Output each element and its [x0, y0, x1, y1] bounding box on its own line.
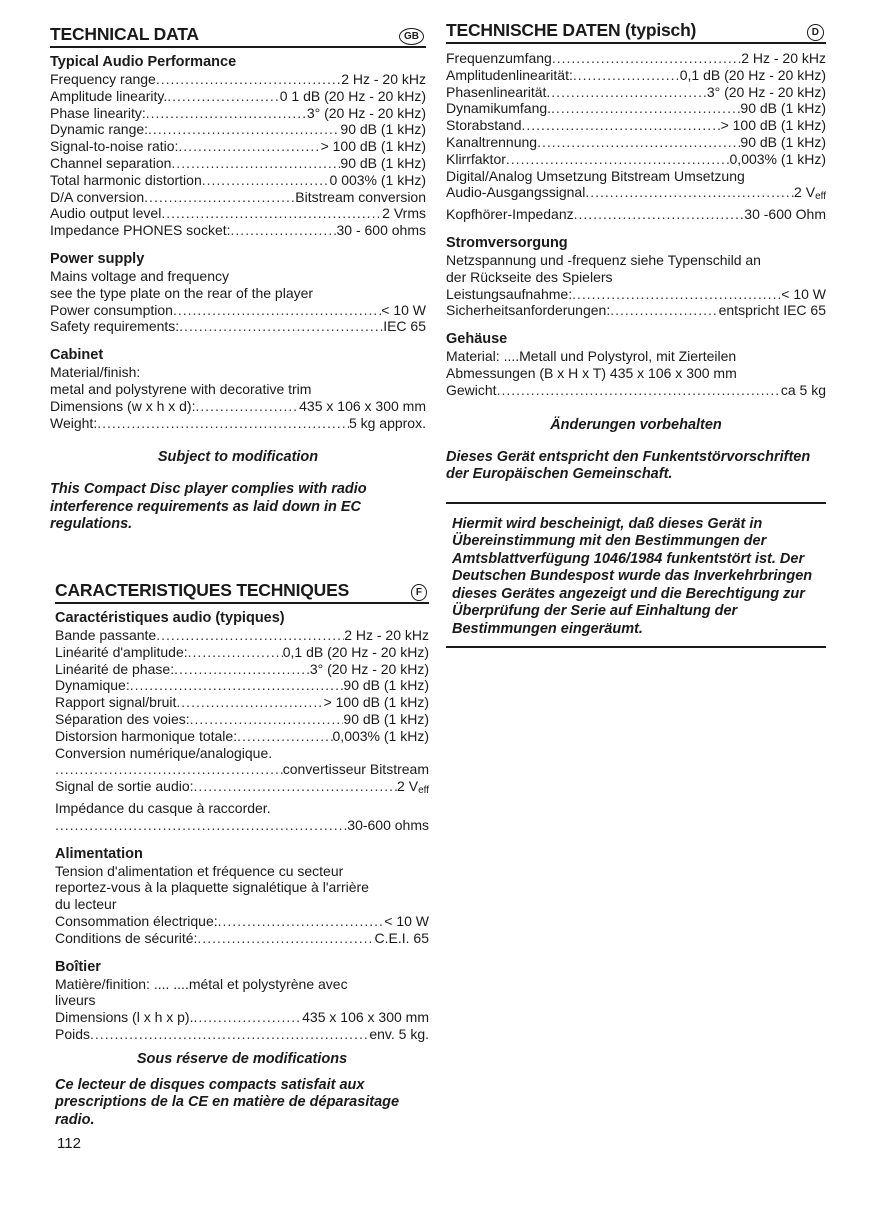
spec-value: 0 1 dB (20 Hz - 20 kHz) — [279, 87, 426, 104]
leader-dots — [167, 88, 279, 105]
leader-dots — [156, 71, 341, 88]
spec-value: < 10 W — [381, 301, 426, 318]
leader-dots — [178, 138, 320, 155]
leader-dots — [174, 661, 310, 678]
spec-label: Poids — [55, 1025, 91, 1042]
english-audio-list — [50, 71, 426, 239]
text-line: du lecteur — [55, 896, 117, 913]
leader-dots — [156, 627, 344, 644]
value-main: 2 V — [794, 184, 816, 201]
spec-row — [55, 913, 429, 930]
french-compliance-note: Ce lecteur de disques compacts satisfait aux prescriptions de la CE en matière de déparasitage radio. — [55, 1076, 400, 1128]
leader-dots — [573, 67, 680, 84]
spec-value: 2 Hz - 20 kHz — [341, 71, 426, 87]
spec-label: Dynamique: — [55, 677, 130, 694]
spec-label: Dynamic range: — [50, 121, 149, 138]
spec-row — [446, 206, 826, 223]
english-section — [50, 24, 426, 534]
spec-row — [55, 677, 429, 694]
leader-dots — [130, 677, 344, 694]
spec-value: 3° (20 Hz - 20 kHz) — [306, 104, 426, 121]
spec-row — [55, 661, 429, 678]
spec-label: Leistungsaufnahme: — [446, 285, 573, 302]
leader-dots — [193, 1009, 302, 1026]
spec-label: Gewicht — [446, 381, 497, 398]
spec-label: Audio output level — [50, 205, 162, 222]
spec-label: Channel separation — [50, 154, 172, 171]
leader-dots — [197, 930, 374, 947]
spec-label: Sicherheitsanforderungen: — [446, 302, 611, 319]
spec-label: Signal-to-noise ratio: — [50, 138, 179, 155]
spec-row — [446, 184, 826, 206]
spec-row — [50, 138, 426, 155]
spec-row — [50, 88, 426, 105]
leader-dots — [202, 172, 330, 189]
spec-value: 90 dB (1 kHz) — [343, 710, 429, 727]
german-power-heading: Stromversorgung — [446, 234, 568, 251]
spec-row — [50, 205, 426, 222]
spec-label: Frequency range — [50, 71, 156, 87]
spec-value: IEC 65 — [383, 318, 426, 335]
gb-badge-icon: GB — [399, 28, 424, 45]
leader-dots — [146, 105, 307, 122]
english-cabinet-heading: Cabinet — [50, 347, 104, 364]
spec-value: env. 5 kg. — [369, 1025, 429, 1042]
leader-dots — [55, 817, 347, 834]
leader-dots — [176, 694, 323, 711]
spec-value: entspricht IEC 65 — [718, 302, 826, 319]
spec-row — [50, 398, 426, 415]
spec-label: Frequenzumfang — [446, 50, 552, 66]
spec-value: 30 -600 Ohm — [744, 206, 826, 223]
german-compliance-note: Dieses Gerät entspricht den Funkentstörvorschriften der Europäischen Gemeinschaft. — [446, 448, 811, 483]
spec-row — [55, 644, 429, 661]
german-header — [446, 20, 826, 44]
spec-row — [446, 151, 826, 168]
leader-dots — [551, 100, 740, 117]
spec-value: 3° (20 Hz - 20 kHz) — [706, 83, 826, 100]
english-subject-note: Subject to modification — [157, 449, 319, 466]
leader-dots — [585, 184, 794, 206]
spec-label: Signal de sortie audio: — [55, 778, 194, 795]
spec-row — [50, 302, 426, 319]
leader-dots — [161, 205, 382, 222]
leader-dots — [148, 121, 340, 138]
spec-value: ca 5 kg — [780, 381, 826, 398]
french-header — [55, 580, 429, 604]
value-subscript: eff — [418, 785, 429, 797]
french-audio-heading: Caractéristiques audio (typiques) — [55, 610, 285, 626]
spec-row — [55, 711, 429, 728]
spec-row — [446, 134, 826, 151]
text-line: Netzspannung und -frequenz siehe Typenschild an — [446, 251, 761, 268]
text-line: metal and polystyrene with decorative trim — [50, 380, 312, 397]
french-power-heading: Alimentation — [55, 845, 143, 862]
spec-label: Dynamikumfang. — [446, 100, 552, 117]
spec-label: Phasenlinearität — [446, 83, 547, 100]
leader-dots — [231, 222, 337, 239]
spec-row — [446, 117, 826, 134]
spec-label: Impedance PHONES socket: — [50, 222, 231, 239]
spec-row — [50, 189, 426, 206]
spec-row — [55, 627, 429, 644]
spec-value: 90 dB (1 kHz) — [343, 677, 429, 694]
spec-row — [50, 172, 426, 189]
spec-label: Klirrfaktor — [446, 150, 506, 167]
spec-row — [50, 415, 426, 432]
spec-value: 30-600 ohms — [347, 816, 429, 833]
d-badge-icon: D — [807, 24, 824, 41]
value-main: 2 V — [397, 778, 419, 795]
spec-label: Power consumption — [50, 301, 173, 318]
spec-value: 90 dB (1 kHz) — [340, 121, 426, 138]
spec-label: Amplitude linearity. — [50, 87, 168, 104]
spec-row — [50, 105, 426, 122]
english-audio-heading: Typical Audio Performance — [50, 54, 237, 70]
german-declaration: Hiermit wird bescheinigt, daß dieses Gerät in Übereinstimmung mit den Bestimmungen der Amtsblattverfügung 1046/1984 funkentstört ist. Der Deutschen Bundespost wurde das Inverkehrbringen dieses Gerätes angezeigt und die Berechtigung zur Überprüfung der Serie auf Einhaltung der Bestimmungen eingeräumt. — [446, 502, 826, 649]
leader-dots — [537, 134, 740, 151]
leader-dots — [144, 189, 295, 206]
text-line: Conversion numérique/analogique. — [55, 744, 273, 761]
spec-row — [55, 694, 429, 711]
spec-label: D/A conversion — [50, 188, 145, 205]
spec-label: Total harmonic distortion — [50, 171, 202, 188]
spec-value: < 10 W — [384, 912, 429, 929]
spec-value: 90 dB (1 kHz) — [740, 133, 826, 150]
spec-value: > 100 dB (1 kHz) — [323, 694, 429, 711]
spec-value: convertisseur Bitstream — [282, 761, 429, 778]
leader-dots — [194, 778, 398, 800]
spec-label: Séparation des voies: — [55, 710, 190, 727]
leader-dots — [237, 728, 332, 745]
spec-row — [50, 71, 426, 88]
french-section — [55, 580, 429, 1129]
english-title: TECHNICAL DATA — [50, 24, 199, 44]
german-section — [446, 20, 826, 648]
spec-label: Bande passante — [55, 627, 157, 643]
spec-row — [446, 84, 826, 101]
spec-row — [55, 1026, 429, 1043]
leader-dots — [190, 711, 344, 728]
spec-row — [55, 817, 429, 834]
spec-row — [446, 302, 826, 319]
french-subject-note: Sous réserve de modifications — [136, 1050, 348, 1067]
leader-dots — [506, 151, 730, 168]
leader-dots — [188, 644, 283, 661]
leader-dots — [574, 206, 745, 223]
spec-value: > 100 dB (1 kHz) — [720, 117, 826, 134]
spec-label: Dimensions (w x h x d): — [50, 397, 196, 414]
spec-row — [55, 778, 429, 800]
value-subscript: eff — [815, 191, 826, 203]
spec-row — [55, 728, 429, 745]
text-line: Material: ....Metall und Polystyrol, mit Zierteilen — [446, 348, 737, 365]
spec-row — [446, 67, 826, 84]
leader-dots — [546, 84, 706, 101]
leader-dots — [497, 382, 781, 399]
leader-dots — [552, 50, 741, 67]
english-compliance-note: This Compact Disc player complies with radio interference requirements as laid down in EC regulations. — [50, 481, 367, 533]
german-subject-note: Änderungen vorbehalten — [550, 416, 722, 433]
english-power-heading: Power supply — [50, 250, 145, 267]
spec-value: 2 Vrms — [382, 205, 426, 222]
spec-value: 0,003% (1 kHz) — [332, 727, 429, 744]
text-line: Material/finish: — [50, 364, 141, 381]
spec-label: Audio-Ausgangssignal — [446, 184, 586, 201]
text-line: Impédance du casque à raccorder. — [55, 799, 271, 816]
spec-row — [50, 222, 426, 239]
spec-row — [50, 155, 426, 172]
french-cabinet-heading: Boîtier — [55, 958, 101, 975]
spec-value — [794, 184, 826, 206]
leader-dots — [179, 318, 383, 335]
leader-dots — [97, 415, 349, 432]
text-line: see the type plate on the rear of the player — [50, 284, 314, 301]
english-header — [50, 24, 426, 48]
f-badge-icon: F — [411, 584, 427, 601]
spec-label: Phase linearity: — [50, 104, 146, 121]
spec-row — [50, 318, 426, 335]
spec-row — [50, 121, 426, 138]
spec-value: 2 Hz - 20 kHz — [741, 50, 826, 66]
text-line: Tension d'alimentation et fréquence cu secteur — [55, 862, 344, 879]
spec-value: C.E.I. 65 — [374, 929, 429, 946]
leader-dots — [610, 302, 718, 319]
text-line: Abmessungen (B x H x T) 435 x 106 x 300 mm — [446, 364, 737, 381]
spec-value: 0,1 dB (20 Hz - 20 kHz) — [679, 66, 826, 83]
spec-value: 5 kg approx. — [348, 414, 426, 431]
spec-value: 435 x 106 x 300 mm — [302, 1009, 429, 1026]
text-line: Digital/Analog Umsetzung Bitstream Umsetzung — [446, 167, 745, 184]
spec-row — [446, 100, 826, 117]
leader-dots — [195, 398, 299, 415]
text-line: liveurs — [55, 992, 96, 1009]
spec-value: 90 dB (1 kHz) — [740, 100, 826, 117]
spec-label: Dimensions (l x h x p). — [55, 1009, 194, 1026]
spec-row — [55, 1009, 429, 1026]
spec-label: Kopfhörer-Impedanz — [446, 206, 574, 223]
leader-dots — [55, 761, 283, 778]
spec-value: 0,003% (1 kHz) — [729, 150, 826, 167]
spec-row — [55, 930, 429, 947]
german-title: TECHNISCHE DATEN (typisch) — [446, 20, 697, 40]
page-number: 112 — [57, 1135, 81, 1152]
leader-dots — [90, 1026, 369, 1043]
spec-row — [55, 761, 429, 778]
spec-value: 0 003% (1 kHz) — [329, 171, 426, 188]
spec-value — [397, 778, 429, 800]
spec-label: Weight: — [50, 414, 98, 431]
spec-label: Storabstand — [446, 117, 522, 134]
spec-label: Linéarité d'amplitude: — [55, 643, 188, 660]
text-line: reportez-vous à la plaquette signalétique à l'arrière — [55, 879, 369, 896]
spec-label: Rapport signal/bruit — [55, 694, 177, 711]
leader-dots — [218, 913, 385, 930]
spec-value: 3° (20 Hz - 20 kHz) — [309, 660, 429, 677]
spec-row — [446, 382, 826, 399]
spec-value: 2 Hz - 20 kHz — [344, 627, 429, 643]
german-housing-heading: Gehäuse — [446, 331, 508, 348]
text-line: Mains voltage and frequency — [50, 267, 229, 284]
spec-label: Distorsion harmonique totale: — [55, 727, 238, 744]
spec-row — [446, 50, 826, 67]
spec-label: Kanaltrennung — [446, 133, 538, 150]
spec-value: 435 x 106 x 300 mm — [299, 397, 426, 414]
spec-label: Linéarité de phase: — [55, 660, 175, 677]
spec-value: 0,1 dB (20 Hz - 20 kHz) — [282, 643, 429, 660]
leader-dots — [522, 117, 721, 134]
spec-row — [446, 286, 826, 303]
text-line: der Rückseite des Spielers — [446, 268, 613, 285]
spec-label: Amplitudenlinearität: — [446, 66, 573, 83]
text-line: Matière/finition: .... ....métal et polystyrène avec — [55, 975, 348, 992]
leader-dots — [171, 155, 340, 172]
leader-dots — [173, 302, 381, 319]
spec-label: Consommation électrique: — [55, 912, 218, 929]
spec-value: Bitstream conversion — [295, 188, 426, 205]
spec-label: Safety requirements: — [50, 318, 180, 335]
leader-dots — [572, 286, 781, 303]
spec-value: 30 - 600 ohms — [336, 222, 426, 239]
spec-value: 90 dB (1 kHz) — [340, 154, 426, 171]
spec-value: > 100 dB (1 kHz) — [320, 138, 426, 155]
french-title: CARACTERISTIQUES TECHNIQUES — [55, 580, 350, 600]
spec-label: Conditions de sécurité: — [55, 929, 198, 946]
spec-value: < 10 W — [781, 285, 826, 302]
